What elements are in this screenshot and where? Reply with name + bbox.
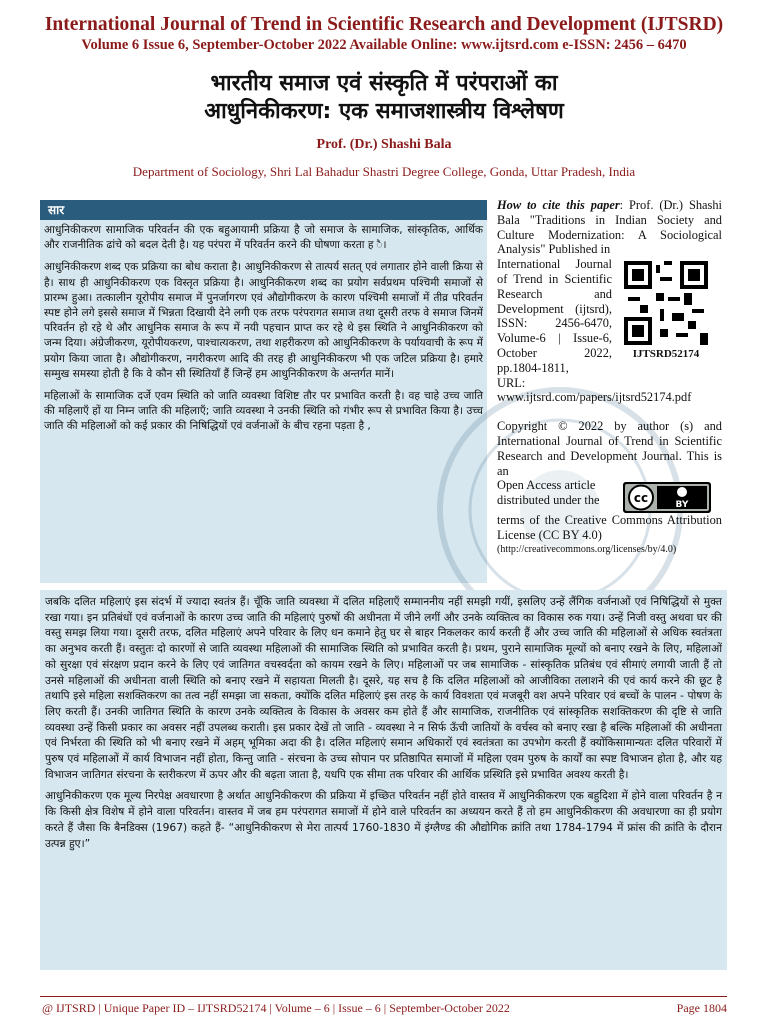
copyright-text-1: Copyright © 2022 by author (s) and International Journal of Trend in Scientific Research and Development Journal. This is an — [497, 419, 722, 478]
body-paragraph: आधुनिकीकरण एक मूल्य निरपेक्ष अवधारणा है अर्थात आधुनिकीकरण की प्रक्रिया में इच्छित परिवर्तन नहीं होते वास्तव में आधुनिकीकरण एक बहुदिशा में होने वाला परिवर्तन है न कि किसी क्षेत्र विशेष में होने वाला परिवर्तन। वास्तव में जब हम परंपरागत समाजों में होने वाले परिवर्तन का अध्ययन करते हैं तो हम आधुनिकीकरण की अवधारणा का ही प्रयोग करते हैं जैसा कि बैनडिक्स (1967) कहते हैं- “आधुनिकीकरण से मेरा तात्पर्य 1760-1830 में इंग्लैण्ड की औद्योगिक क्रांति तथा 1784-1794 में फ्रांस की क्रांति के दौरान उत्पन्न हुए।” — [45, 789, 722, 850]
citation-label: How to cite this paper — [497, 198, 620, 212]
citation-url[interactable]: URL: www.ijtsrd.com/papers/ijtsrd52174.pdf — [497, 375, 692, 405]
page-footer — [42, 1001, 727, 1016]
citation-text-2: International Journal of Trend in Scientific Research and Development (ijtsrd), ISSN: 2456-6470, Volume-6 | Issue-6, October 2022, pp.1804-1811, — [497, 257, 612, 375]
qr-code-icon[interactable] — [624, 261, 708, 345]
footer-page-number: Page 1804 — [676, 1001, 727, 1015]
footer-paper-info: @ IJTSRD | Unique Paper ID – IJTSRD52174 | Volume – 6 | Issue – 6 | September-October 2022 — [42, 1001, 510, 1015]
author-affiliation: Department of Sociology, Shri Lal Bahadur Shastri Degree College, Gonda, Uttar Pradesh, India — [132, 164, 636, 179]
footer-divider — [40, 996, 727, 997]
body-paragraph: जबकि दलित महिलाएं इस संदर्भ में ज्यादा स्वतंत्र हैं। चूँकि जाति व्यवस्था में दलित महिलाएँ सम्माननीय नहीं समझी गयीं, इसलिए उन्हें लैंगिक वर्जनाओं एवं निषिद्धियों से मुक्त रखा गया। इन प्रतिबंधों एवं वर्जनाओं के कारण उच्च जाति की महिलाएं पुरुषों की अधीनता में जीने लगीं और उनके व्यक्तित्व का विकास रुक गया। उन्हें निजी वस्तु अथवा घर की वस्तु समझ लिया गया। दूसरी तरफ, दलित महिलाएं अपने परिवार के लिए धन कमाने हेतु घर से बाहर निकलकर कार्य करती हैं और उच्च जाति की महिलाओं से अधिक स्वतंत्रता का अनुभव करती हैं। वस्तुतः दो कारणों से जाति व्यवस्था महिलाओं की सामाजिक स्थिति को प्रभावित करती है। प्रथम, पुराने सामाजिक मूल्यों को बनाए रखने के लिए, महिलाओं को सुरक्षा एवं संरक्षण प्रदान करने के लिए एवं जातिगत वचस्वर्दता को कायम रखने के लिए। महिलाओं पर जब सामाजिक - सांस्कृतिक प्रतिबंध एवं सीमाएं लगायी जाती हैं तो उनसे महिलाओं की अधीनता वाली स्थिति को बनाए रखने में सहायता मिलती है। दूसरे, यह सच है कि दलित महिलाओं को आजीविका तलाशने की एवं कार्य करने की छूट है तथापि इसे महिला सशक्तिकरण का तत्व नहीं समझा जा सकता, क्योंकि दलित महिलाएं इस तरह के कार्य विवशता एवं मजबूरी वश अपने परिवार एवं बच्चों के पालन - पोषण के लिए करती हैं। उनकी जातिगत स्थिति के कारण उनके व्यक्तित्व के विकास के अवसर कम होते हैं और सामाजिक, राजनीतिक एवं सांस्कृतिक सशक्तिकरण की दृष्टि से जाति व्यवस्था उन्हें किसी प्रकार का अवसर नहीं उपलब्ध कराती। इस प्रकार देखें तो जाति - व्यवस्था ने न सिर्फ ऊँची जातियों के वर्चस्व को बनाए रखा है बल्कि महिलाओं की अधीनता एवं निर्भरता की स्थिति को भी बनाए रखने में अहम् भूमिका अदा की है। दलित महिलाएं समान अधिकारों एवं स्वतंत्रता का उपभोग करती हैं क्योंकिसामान्यतः दलित परिवारों में पुरुष एवं महिलाओं में कार्य विभाजन नहीं होता, किन्तु जाति - संरचना के उच्च सोपान पर प्रतिष्ठापित समाजों में महिला एवम पुरुष के कार्यों का स्पष्ट विभाजन होता है, और यह विभाजन जातिगत संरचना के स्तरीकरण में ऊपर और की बढ़ता जाता है, यधपि एक सीमा तक परिवार की आर्थिक प्रस्थिति इसे प्रभावित अवश्य करती है। — [45, 595, 722, 781]
main-body — [40, 590, 727, 970]
citation-intro — [497, 198, 722, 257]
journal-volume-line: Volume 6 Issue 6, September-October 2022 Available Online: www.ijtsrd.com e-ISSN: 2456 – 6470 — [81, 37, 687, 53]
copyright-text-3: terms of the Creative Commons Attribution License (CC BY 4.0) — [497, 513, 722, 543]
abstract-paragraph: आधुनिकीकरण सामाजिक परिवर्तन की एक बहुआयामी प्रक्रिया है जो समाज के सामाजिक, सांस्कृतिक, आर्थिक और राजनीतिक ढांचे को बदल देती है। यह परंपरा में परिवर्तन करने की घोषणा करता ह ै। — [44, 224, 483, 252]
journal-title: International Journal of Trend in Scientific Research and Development (IJTSRD) — [44, 14, 724, 35]
qr-block — [616, 257, 716, 375]
paper-title — [0, 70, 768, 126]
qr-caption: IJTSRD52174 — [632, 348, 700, 361]
paper-title-line-1: भारतीय समाज एवं संस्कृति में परंपराओं का — [210, 71, 558, 96]
author-name: Prof. (Dr.) Shashi Bala — [316, 137, 452, 152]
cc-badge-left-text: cc — [633, 491, 649, 506]
copyright-text-2: Open Access article distributed under the — [497, 478, 600, 508]
citation-with-qr — [497, 257, 722, 375]
citation-column — [497, 198, 722, 558]
cc-by-license-icon[interactable] — [623, 482, 711, 513]
body-text — [40, 590, 727, 851]
citation-text-1: : Prof. (Dr.) Shashi Bala "Traditions in Indian Society and Culture Modernization: A Sociological Analysis" Published in — [497, 198, 722, 257]
cc-badge-right-text: BY — [675, 500, 689, 511]
abstract-paragraph: आधुनिकीकरण शब्द एक प्रक्रिया का बोध कराता है। आधुनिकीकरण से तात्पर्य सतत् एवं लगातार होने वाली क्रिया से है। साथ ही आधुनिकीकरण एक विस्तृत प्रक्रिया है। आधुनिकीकरण शब्द का प्रयोग सर्वप्रथम पश्चिमी समाजों से प्रारम्भ हुआ। तत्कालीन यूरोपीय समाज में पुनर्जागरण एवं औद्योगीकरण के कारण पश्चिमी समाजों में तीव्र परिवर्तन स्पष्ट होने लगे इससे समाज में भिन्नता दिखायी देने लगी एक तरफ परंपरागत समाज तथा दूसरी तरफ वे समाज जिनमें परिवर्तन हो रहे थे और आधुनिक समाज के रूप में नयी पहचान प्राप्त कर रहे थे इस स्थिति ने आधुनिकीकरण को जन्म दिया। अंग्रेजीकरण, यूरोपीयकरण, पाश्चात्यकरण, तथा शहरीकरण को आधुनिकीकरण के पर्यायवाची के रूप में प्रयोग किया जाता है। औद्योगीकरण, नगरीकरण आदि की तरह ही आधुनिकीकरण भी एक जटिल प्रक्रिया है। हमारे सम्मुख समस्या होती है कि वे कौन सी स्थितियाँ हैं जिन्हें हम आधुनिकीकरण के अन्तर्गत मानें। — [44, 261, 483, 380]
journal-header — [0, 14, 768, 54]
copyright-block — [497, 419, 722, 558]
cc-row — [497, 478, 722, 513]
abstract-box — [40, 200, 487, 583]
abstract-body — [40, 220, 487, 435]
abstract-paragraph: महिलाओं के सामाजिक दर्जे एवम स्थिति को जाति व्यवस्था विशिष्ट तौर पर प्रभावित करती है। वह चाहे उच्च जाति की महिलाएँ हों या निम्न जाति की महिलाएँ; जाति व्यवस्था ने उनकी स्थिति को गंभीर रूप से प्रभावित किया है। उच्च जाति की महिलाओं को कई प्रकार की निषिद्धियों एवं वर्जनाओं के बीच रहना पड़ता है , — [44, 390, 483, 433]
abstract-heading: सार — [40, 200, 487, 220]
cc-license-link[interactable]: (http://creativecommons.org/licenses/by/4.0) — [497, 543, 677, 555]
paper-title-line-2: आधुनिकीकरण: एक समाजशास्त्रीय विश्लेषण — [204, 99, 564, 124]
